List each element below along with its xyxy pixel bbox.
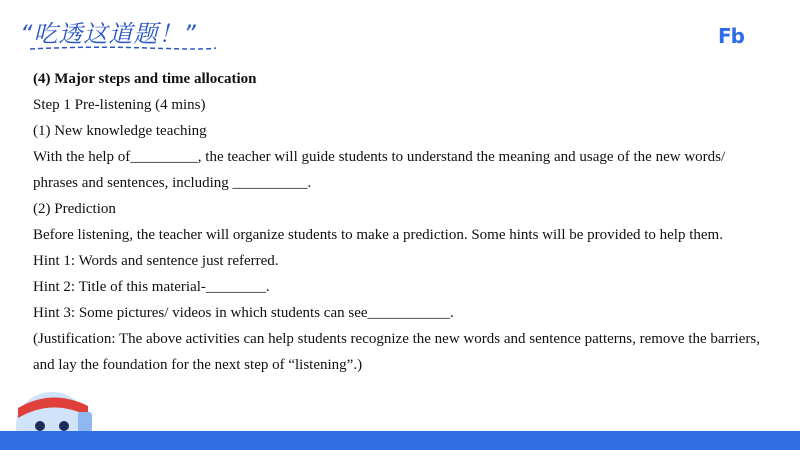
hint-line: Hint 2: Title of this material-________. (33, 279, 270, 295)
justification-paragraph: (Justification: The above activities can help students recognize the new words and sentence patterns, remove the barriers, and lay the foundation for the next step of “listening”.) (33, 331, 760, 373)
paragraph: Before listening, the teacher will organize students to make a prediction. Some hints will be provided to help them. (33, 227, 723, 243)
slogan-underline-decoration (28, 46, 218, 50)
section-heading: (4) Major steps and time allocation (33, 71, 257, 87)
subsection-heading: (1) New knowledge teaching (33, 123, 207, 139)
hint-line: Hint 3: Some pictures/ videos in which students can see___________. (33, 305, 454, 321)
subsection-heading: (2) Prediction (33, 201, 116, 217)
header-slogan: “吃透这道题！” (20, 20, 197, 48)
fenbi-logo-icon: Fb (718, 24, 744, 48)
paragraph: With the help of_________, the teacher will guide students to understand the meaning and usage of the new words/ phrases and sentences, including __________. (33, 149, 726, 191)
document-content (33, 66, 773, 378)
step-heading: Step 1 Pre-listening (4 mins) (33, 97, 206, 113)
bottom-accent-bar (0, 431, 800, 450)
hint-line: Hint 1: Words and sentence just referred. (33, 253, 279, 269)
